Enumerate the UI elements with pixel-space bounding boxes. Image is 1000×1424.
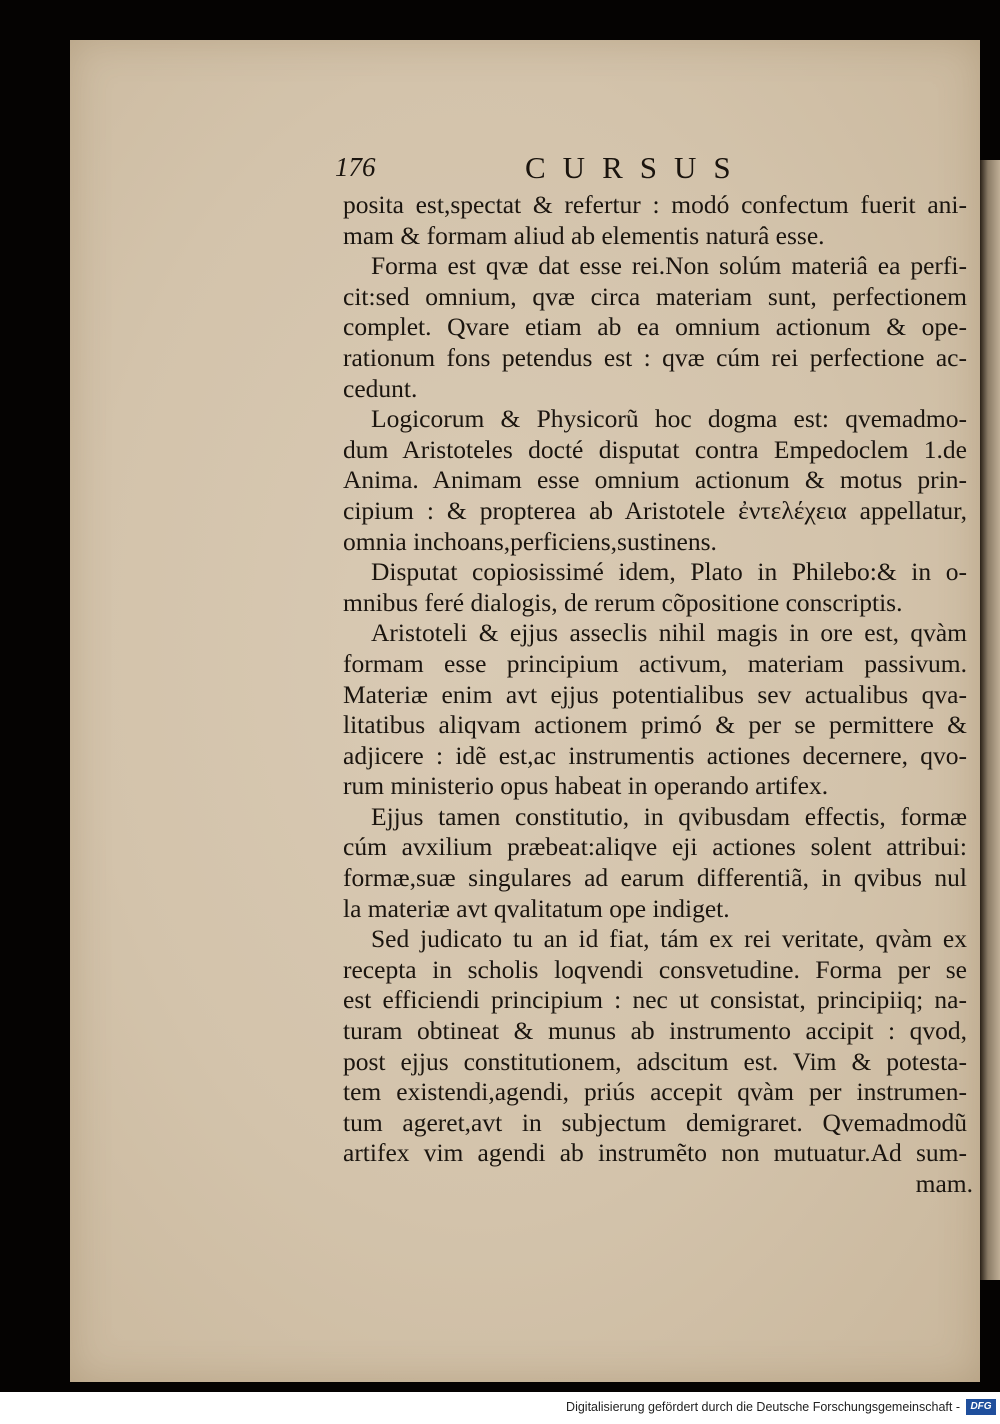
text-line: cedunt.	[343, 373, 418, 403]
text-line: rationum fons petendus est : qvæ cúm rei perfectione ac-	[343, 342, 967, 372]
text-line: Forma est qvæ dat esse rei.Non solúm materiâ ea perfi-	[371, 251, 967, 281]
text-line: omnia inchoans,perficiens,sustinens.	[343, 526, 717, 556]
text-line: Anima. Animam esse omnium actionum & motus prin-	[343, 465, 967, 495]
page-edge	[980, 160, 1000, 1280]
text-line: litatibus aliqvam actionem primó & per se permittere &	[343, 710, 967, 740]
page-number: 176	[335, 152, 376, 182]
text-line: Disputat copiosissimé idem, Plato in Philebo:& in o-	[371, 557, 967, 587]
page-header	[335, 152, 855, 192]
text-line: Materiæ enim avt ejjus potentialibus sev actualibus qva-	[343, 679, 967, 709]
text-line: mnibus feré dialogis, de rerum cõpositione conscriptis.	[343, 587, 903, 617]
text-line: recepta in scholis loqvendi consvetudine. Forma per se	[343, 954, 967, 984]
footer-credit: Digitalisierung gefördert durch die Deutsche Forschungsgemeinschaft -	[566, 1400, 960, 1414]
text-line: cipium : & propterea ab Aristotele ἐντελέχεια appellatur,	[343, 495, 967, 525]
text-line: formam esse principium activum, materiam passivum.	[343, 648, 967, 678]
text-line: mam & formam aliud ab elementis naturâ esse.	[343, 220, 825, 250]
text-line: Logicorum & Physicorũ hoc dogma est: qvemadmo-	[371, 404, 967, 434]
text-line: cúm avxilium præbeat:aliqve eji actiones solent attribui:	[343, 832, 967, 862]
text-line: artifex vim agendi ab instrumẽto non mutuatur.Ad sum-	[343, 1138, 967, 1168]
text-line: Aristoteli & ejjus asseclis nihil magis in ore est, qvàm	[371, 618, 967, 648]
text-line: est efficiendi principium : nec ut consistat, principiiq; na-	[343, 985, 967, 1015]
text-line: post ejjus constitutionem, adscitum est. Vim & potesta-	[343, 1046, 967, 1076]
text-line: Sed judicato tu an id fiat, tám ex rei veritate, qvàm ex	[371, 924, 967, 954]
text-line: cit:sed omnium, qvæ circa materiam sunt, perfectionem	[343, 281, 967, 311]
text-line: tem existendi,agendi, priús accepit qvàm per instrumen-	[343, 1077, 967, 1107]
running-head: CURSUS	[525, 150, 748, 185]
text-line: dum Aristoteles docté disputat contra Empedoclem 1.de	[343, 434, 967, 464]
text-line: complet. Qvare etiam ab ea omnium actionum & ope-	[343, 312, 967, 342]
body-text	[343, 190, 973, 1200]
digitization-footer	[0, 1392, 1000, 1424]
text-line: turam obtineat & munus ab instrumento accipit : qvod,	[343, 1016, 967, 1046]
text-line: posita est,spectat & refertur : modó confectum fuerit ani-	[343, 190, 967, 219]
text-line: mam.	[915, 1169, 973, 1198]
text-line: tum ageret,avt in subjectum demigraret. Qvemadmodũ	[343, 1107, 967, 1137]
text-line: Ejjus tamen constitutio, in qvibusdam effectis, formæ	[371, 801, 967, 831]
text-line: rum ministerio opus habeat in operando artifex.	[343, 771, 829, 801]
text-line: formæ,suæ singulares ad earum differentiã, in qvibus nul	[343, 863, 967, 893]
text-line: adjicere : idẽ est,ac instrumentis actiones decernere, qvo-	[343, 740, 967, 770]
dfg-logo: DFG	[966, 1399, 996, 1415]
text-line: la materiæ avt qvalitatum ope indiget.	[343, 893, 730, 923]
